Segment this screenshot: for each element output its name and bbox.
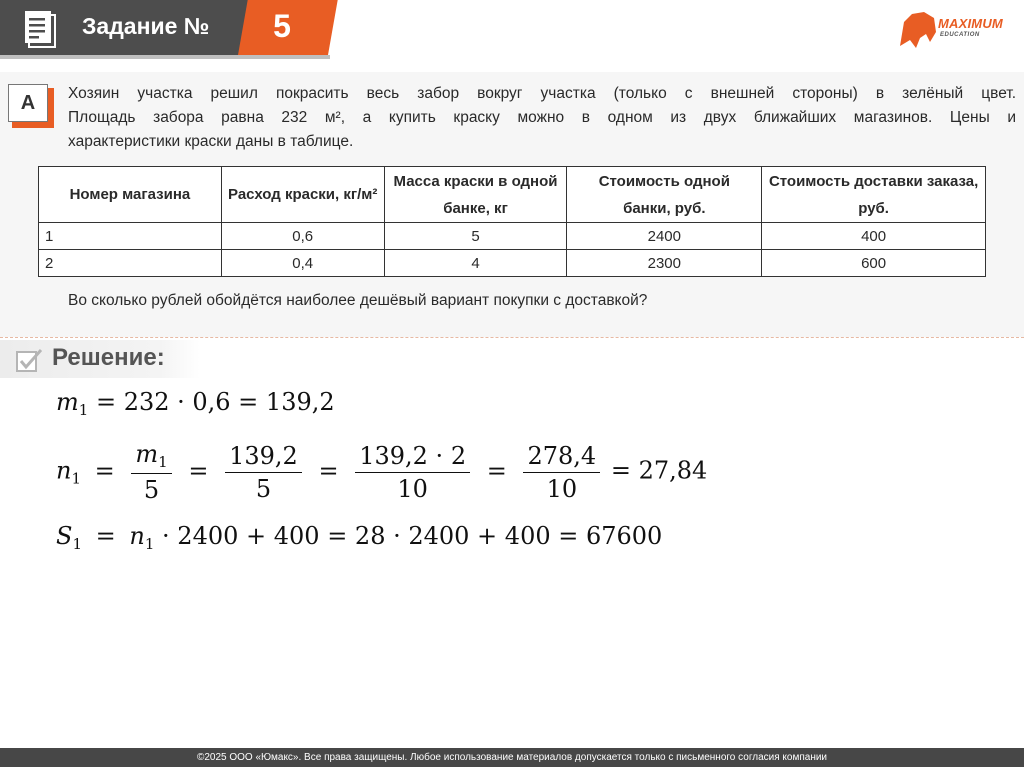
fraction	[225, 442, 302, 503]
table-cell: 5	[384, 223, 567, 250]
task-line: Хозяин участка решил покрасить весь забор вокруг участка (только с внешней стороны) в зелёный цвет.	[68, 85, 1016, 102]
table-header-row	[39, 167, 986, 223]
math-sub: 1	[144, 535, 155, 553]
task-number: 5	[273, 8, 291, 44]
task-line: Площадь забора равна 232 м², а купить краску можно в одном из двух ближайших магазинов. Цены и	[68, 109, 1016, 126]
price-table	[38, 166, 986, 277]
fraction	[355, 442, 470, 503]
math-sub: 1	[72, 535, 82, 553]
table-cell: 2300	[567, 250, 762, 277]
fraction	[523, 442, 600, 503]
fraction-denominator: 5	[255, 474, 272, 503]
math-var: n	[129, 522, 145, 550]
task-line: характеристики краски даны в таблице.	[68, 133, 354, 150]
math-var: n	[56, 456, 72, 485]
math-expr: · 2400 + 400 = 28 · 2400 + 400 = 67600	[162, 522, 663, 550]
table-cell: 400	[762, 223, 986, 250]
fraction-denominator: 5	[143, 476, 160, 504]
table-cell: 2400	[567, 223, 762, 250]
logo-text: MAXIMUM	[938, 16, 1003, 31]
task-question: Во сколько рублей обойдётся наиболее дешёвый вариант покупки с доставкой?	[68, 292, 648, 309]
column-header: Стоимость доставки заказа, руб.	[762, 167, 986, 223]
task-divider	[0, 337, 1024, 338]
header-title: Задание №	[82, 13, 210, 39]
math-var: S	[56, 522, 73, 550]
table-cell: 1	[39, 223, 222, 250]
math-expr: = 232 · 0,6 = 139,2	[95, 388, 335, 416]
task-statement	[68, 82, 1016, 154]
level-badge: А	[8, 84, 48, 122]
equation-m1	[56, 388, 335, 419]
table-row	[39, 250, 986, 277]
math-result: = 27,84	[610, 456, 708, 485]
math-sub: 1	[71, 469, 82, 488]
table-cell: 2	[39, 250, 222, 277]
checkbox-checked-icon	[16, 348, 44, 372]
fraction-denominator: 10	[546, 474, 578, 503]
fraction-denominator: 10	[397, 474, 428, 503]
fraction-numerator: 278,4	[523, 442, 600, 473]
math-sub: 1	[158, 453, 168, 471]
table-cell: 600	[762, 250, 986, 277]
solution-title: Решение:	[52, 344, 165, 371]
table-cell: 0,4	[221, 250, 384, 277]
fraction-numerator: 139,2	[225, 442, 302, 473]
document-icon	[22, 8, 58, 48]
table-cell: 0,6	[221, 223, 384, 250]
fraction	[131, 440, 171, 504]
column-header: Расход краски, кг/м²	[221, 167, 384, 223]
math-var: m	[135, 440, 159, 468]
math-var: m	[56, 388, 79, 416]
column-header: Номер магазина	[39, 167, 222, 223]
column-header: Стоимость одной банки, руб.	[567, 167, 762, 223]
footer-copyright: ©2025 ООО «Юмакс». Все права защищены. Любое использование материалов допускается только с письменного согласия компании	[0, 748, 1024, 767]
fraction-numerator: 139,2 · 2	[355, 442, 470, 473]
equation-s1: $S_1 = n_1 \cdot 2400 + 400 = 28 \cdot 2400 + 400 = 67600$	[56, 522, 663, 553]
math-sub: 1	[78, 401, 89, 419]
header	[0, 0, 1024, 62]
table-cell: 4	[384, 250, 567, 277]
equation-n1: $n_1$ = $\frac{m_1}{5}$ = $\frac{139,2}{5}$ = $\frac{139,2 \cdot 2}{10}$ = $\frac{278,4}{10}$ = 27,84	[56, 440, 708, 504]
logo-subtext: EDUCATION	[940, 32, 980, 38]
column-header: Масса краски в одной банке, кг	[384, 167, 567, 223]
header-underline	[0, 55, 330, 59]
table-row	[39, 223, 986, 250]
